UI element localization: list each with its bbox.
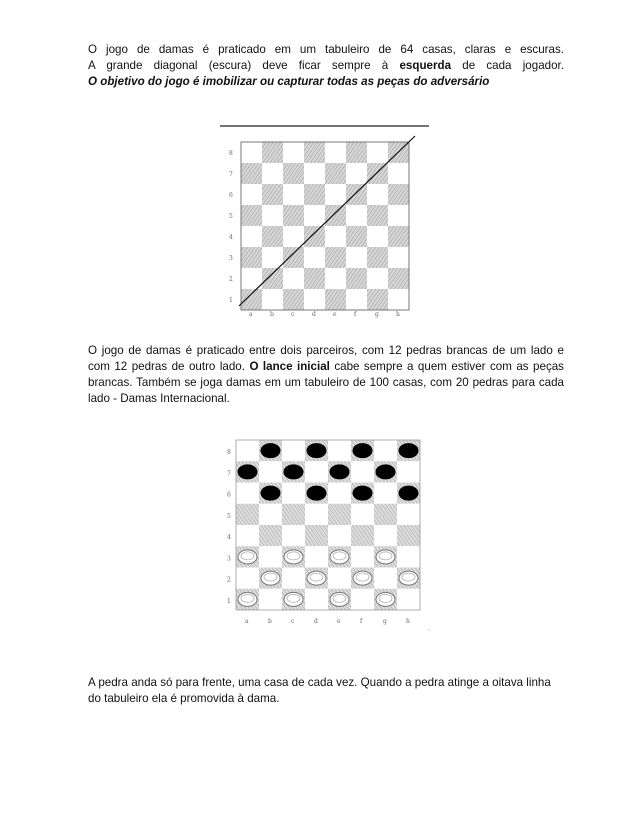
light-square (283, 184, 304, 205)
light-square (388, 289, 409, 310)
dark-square (388, 184, 409, 205)
light-square (346, 205, 367, 226)
black-piece (307, 444, 326, 458)
light-square (304, 163, 325, 184)
file-label: a (249, 311, 253, 318)
light-square (397, 546, 420, 567)
rank-label: 2 (229, 276, 233, 283)
light-square (367, 184, 388, 205)
light-square (262, 205, 283, 226)
black-piece (376, 465, 395, 479)
rank-label: 3 (227, 555, 231, 563)
light-square (388, 205, 409, 226)
initial-move-emphasis: O lance inicial (249, 360, 330, 373)
light-square (346, 289, 367, 310)
dark-square (304, 226, 325, 247)
rules-text-part2: cabe sempre a quem estiver com as peças brancas. Também se joga damas em um tabuleiro de 100 casas, com 20 pedras para cada lado - Damas Internacional. (88, 360, 564, 405)
dark-square (283, 289, 304, 310)
file-label: d (314, 618, 318, 625)
light-square (374, 525, 397, 546)
dark-square (346, 268, 367, 289)
dark-square (346, 142, 367, 163)
light-square (304, 205, 325, 226)
dark-square (262, 142, 283, 163)
light-square (374, 483, 397, 504)
dark-square (262, 226, 283, 247)
light-square (241, 226, 262, 247)
light-square (328, 568, 351, 589)
rank-label: 1 (229, 297, 233, 304)
dark-square (367, 205, 388, 226)
dark-square (283, 247, 304, 268)
light-square (325, 268, 346, 289)
dark-square (351, 525, 374, 546)
intro-line-2-end: de cada jogador. (451, 59, 564, 72)
light-square (259, 504, 282, 525)
dark-square (262, 268, 283, 289)
rank-label: 8 (227, 449, 231, 456)
rank-label: 3 (229, 255, 233, 262)
rules-paragraph (88, 343, 564, 407)
board1-rank-labels (229, 150, 233, 304)
file-label: e (333, 311, 337, 318)
dark-square (325, 163, 346, 184)
light-square (236, 483, 259, 504)
light-square (367, 226, 388, 247)
dark-square (282, 504, 305, 525)
light-square (388, 163, 409, 184)
dark-square (346, 184, 367, 205)
black-piece (353, 444, 372, 458)
light-square (304, 247, 325, 268)
objective-line: O objetivo do jogo é imobilizar ou capturar todas as peças do adversário (88, 75, 490, 88)
light-square (397, 504, 420, 525)
file-label: c (291, 311, 295, 318)
dark-square (241, 163, 262, 184)
light-square (374, 440, 397, 461)
light-square (351, 504, 374, 525)
light-square (351, 461, 374, 482)
dark-square (374, 504, 397, 525)
light-square (282, 568, 305, 589)
rank-label: 8 (229, 150, 233, 157)
file-label: e (337, 618, 341, 625)
black-piece (284, 465, 303, 479)
board2-squares (236, 440, 420, 610)
light-square (236, 440, 259, 461)
light-square (351, 589, 374, 610)
board2-file-labels (245, 618, 410, 625)
light-square (328, 525, 351, 546)
light-square (236, 525, 259, 546)
light-square (241, 268, 262, 289)
movement-paragraph: A pedra anda só para frente, uma casa de cada vez. Quando a pedra atinge a oitava linha do tabuleiro ela é promovida à dama. (88, 676, 551, 705)
light-square (236, 568, 259, 589)
dark-square (304, 142, 325, 163)
intro-paragraph (88, 42, 564, 90)
light-square (351, 546, 374, 567)
dark-square (262, 184, 283, 205)
light-square (262, 289, 283, 310)
light-square (367, 142, 388, 163)
file-label: h (406, 618, 410, 625)
intro-line-1: O jogo de damas é praticado em um tabuleiro de 64 casas, claras e escuras. (88, 43, 564, 56)
dark-square (241, 247, 262, 268)
black-piece (261, 444, 280, 458)
light-square (259, 461, 282, 482)
light-square (305, 461, 328, 482)
dark-square (325, 289, 346, 310)
light-square (259, 589, 282, 610)
black-piece (238, 465, 257, 479)
light-square (367, 268, 388, 289)
light-square (282, 440, 305, 461)
file-label: c (291, 618, 295, 625)
dark-square (325, 205, 346, 226)
rank-label: 2 (227, 576, 231, 584)
rank-label: 6 (229, 192, 233, 199)
board-diagram-diagonal (220, 124, 435, 324)
intro-line-2-start: A grande diagonal (escura) deve ficar sempre à (88, 59, 400, 72)
rank-label: 7 (229, 171, 233, 178)
light-square (241, 142, 262, 163)
dark-square (388, 226, 409, 247)
light-square (241, 184, 262, 205)
light-square (282, 525, 305, 546)
light-square (262, 247, 283, 268)
dark-square (325, 247, 346, 268)
light-square (282, 483, 305, 504)
rank-label: 4 (227, 534, 231, 541)
light-square (262, 163, 283, 184)
light-square (325, 226, 346, 247)
dark-square (304, 268, 325, 289)
black-piece (261, 486, 280, 500)
dark-square (305, 525, 328, 546)
board2-rank-labels (227, 449, 231, 605)
file-label: f (360, 618, 363, 625)
light-square (397, 589, 420, 610)
board-diagram-initial-position (225, 438, 435, 643)
light-square (259, 546, 282, 567)
rank-label: 6 (227, 491, 231, 499)
light-square (346, 163, 367, 184)
light-square (305, 504, 328, 525)
rank-label: 5 (227, 512, 231, 520)
file-label: g (383, 618, 387, 625)
file-label: d (312, 311, 316, 318)
rank-label: 4 (229, 234, 233, 241)
intro-left-emphasis: esquerda (399, 59, 452, 72)
black-piece (353, 486, 372, 500)
rules-text-part1: O jogo de damas é praticado entre dois parceiros, com 12 pedras brancas de um lado e com 12 pedras de outro lado. (88, 344, 564, 373)
dark-square (283, 163, 304, 184)
dark-square (328, 504, 351, 525)
file-label: h (396, 311, 400, 318)
dark-square (397, 525, 420, 546)
board1-file-labels (249, 311, 400, 318)
light-square (283, 268, 304, 289)
intro-line-2 (88, 58, 564, 74)
dark-square (388, 268, 409, 289)
file-label: f (354, 311, 357, 318)
rank-label: 5 (229, 213, 233, 220)
light-square (346, 247, 367, 268)
file-label: b (268, 618, 272, 625)
dark-square (367, 247, 388, 268)
black-piece (399, 486, 418, 500)
light-square (283, 142, 304, 163)
light-square (305, 546, 328, 567)
dark-square (236, 504, 259, 525)
dark-square (304, 184, 325, 205)
light-square (388, 247, 409, 268)
dark-square (241, 289, 262, 310)
light-square (325, 184, 346, 205)
light-square (304, 289, 325, 310)
dark-square (367, 163, 388, 184)
light-square (328, 483, 351, 504)
dark-square (346, 226, 367, 247)
dark-square (283, 205, 304, 226)
dark-square (241, 205, 262, 226)
light-square (397, 461, 420, 482)
light-square (374, 568, 397, 589)
board1-squares (241, 142, 409, 310)
file-label: g (375, 311, 379, 318)
black-piece (307, 486, 326, 500)
rank-label: 7 (227, 470, 231, 478)
dark-square (367, 289, 388, 310)
light-square (283, 226, 304, 247)
rank-label: 1 (227, 597, 231, 605)
black-piece (330, 465, 349, 479)
light-square (325, 142, 346, 163)
light-square (328, 440, 351, 461)
file-label: b (270, 311, 274, 318)
board2-corner-mark: · (428, 627, 430, 634)
dark-square (259, 525, 282, 546)
light-square (305, 589, 328, 610)
black-piece (399, 444, 418, 458)
file-label: a (245, 618, 249, 625)
